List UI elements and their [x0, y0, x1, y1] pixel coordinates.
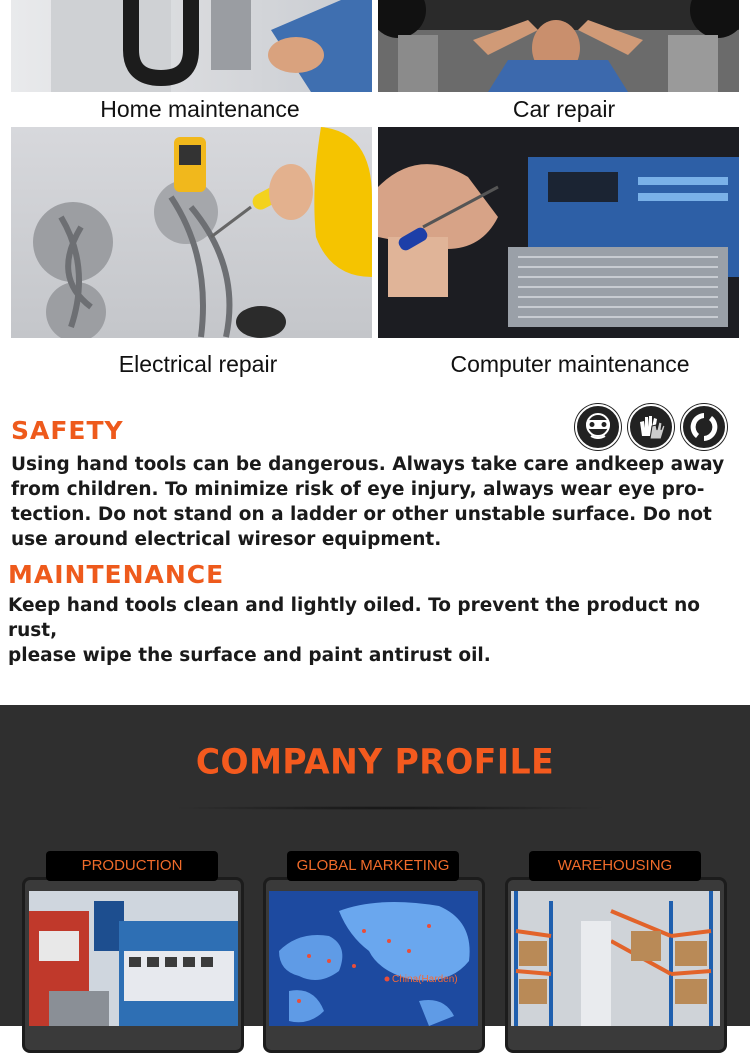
warehouse-photo [511, 891, 720, 1026]
car-repair-photo [378, 0, 739, 92]
car-repair-caption: Car repair [512, 96, 616, 122]
safety-line: Using hand tools can be dangerous. Always take care andkeep away [11, 454, 725, 475]
production-tab: PRODUCTION [46, 851, 218, 881]
safety-goggles-icon [575, 404, 621, 450]
map-location-label: China(Harden) [392, 974, 458, 985]
maintenance-heading: MAINTENANCE [8, 560, 225, 589]
computer-maintenance-illustration [378, 127, 739, 338]
title-divider [170, 806, 610, 810]
car-repair-illustration [378, 0, 739, 92]
company-profile-title: COMPANY PROFILE [195, 741, 555, 782]
safety-line: from children. To minimize risk of eye injury, always wear eye pro- [11, 479, 705, 500]
safety-line: use around electrical wiresor equipment. [11, 529, 442, 550]
global-marketing-tab: GLOBAL MARKETING [287, 851, 459, 881]
computer-maintenance-photo [378, 127, 739, 338]
safety-text [11, 452, 741, 552]
maintenance-text [8, 593, 748, 668]
home-maintenance-caption: Home maintenance [100, 96, 300, 122]
gloves-icon [628, 404, 674, 450]
home-maintenance-illustration [11, 0, 372, 92]
electrical-repair-photo [11, 127, 372, 338]
production-photo [29, 891, 238, 1026]
warehousing-tab: WAREHOUSING [529, 851, 701, 881]
home-maintenance-photo [11, 0, 372, 92]
production-illustration [29, 891, 238, 1026]
warehouse-illustration [511, 891, 720, 1026]
recycle-icon [681, 404, 727, 450]
safety-heading: SAFETY [11, 416, 124, 445]
electrical-repair-illustration [11, 127, 372, 338]
safety-line: tection. Do not stand on a ladder or other unstable surface. Do not [11, 504, 712, 525]
electrical-repair-caption: Electrical repair [118, 351, 278, 377]
computer-maintenance-caption: Computer maintenance [450, 351, 690, 377]
world-map-photo [269, 891, 478, 1026]
world-map-illustration [269, 891, 478, 1026]
maintenance-line: Keep hand tools clean and lightly oiled. To prevent the product no rust, [8, 595, 700, 641]
maintenance-line: please wipe the surface and paint antirust oil. [8, 645, 491, 666]
